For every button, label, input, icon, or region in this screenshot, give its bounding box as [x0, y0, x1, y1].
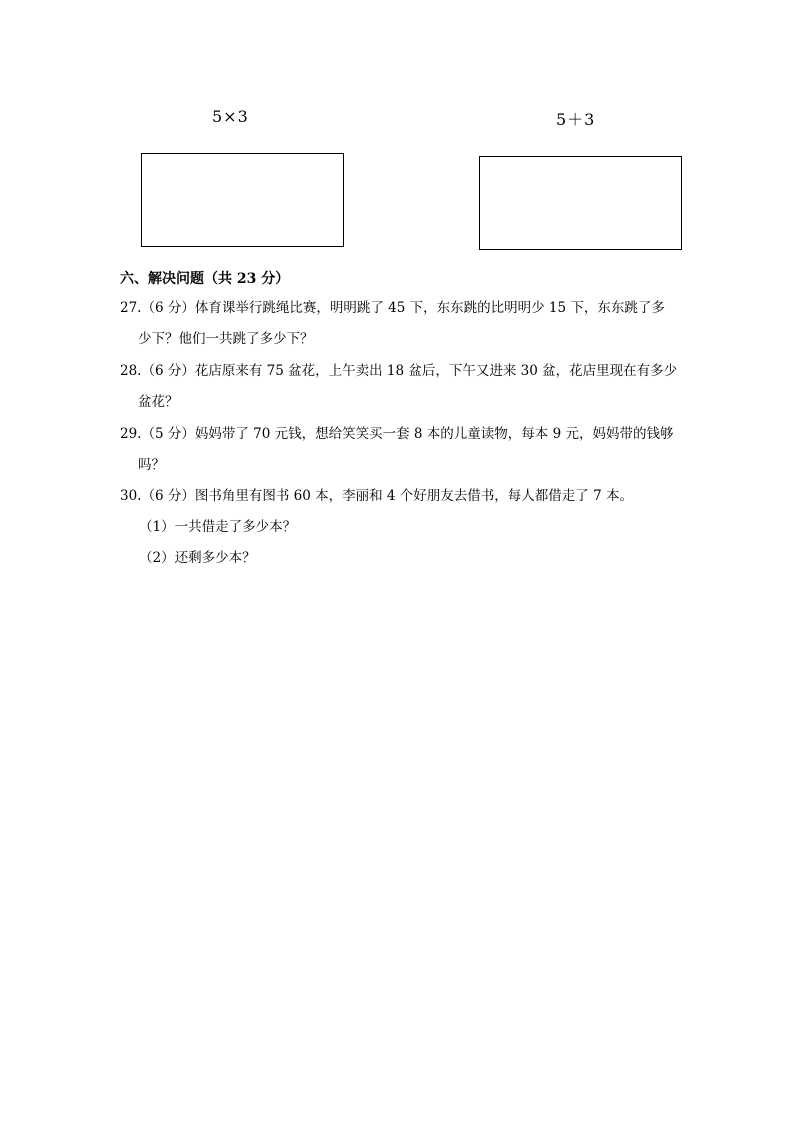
expression-right: 5＋3	[556, 110, 596, 129]
question-28-line-1: 28.（6 分）花店原来有 75 盆花，上午卖出 18 盆后，下午又进来 30 盆，花店里现在有多少	[120, 363, 678, 379]
question-30-line-1: 30.（6 分）图书角里有图书 60 本，李丽和 4 个好朋友去借书，每人都借走了 7 本。	[120, 488, 633, 504]
question-30-sub-2: （2）还剩多少本？	[139, 550, 256, 566]
question-29-line-1: 29.（5 分）妈妈带了 70 元钱，想给笑笑买一套 8 本的儿童读物，每本 9 元，妈妈带的钱够	[120, 426, 674, 442]
section-heading: 六、解决问题（共 23 分）	[120, 271, 290, 287]
question-27-line-1: 27.（6 分）体育课举行跳绳比赛，明明跳了 45 下，东东跳的比明明少 15 下，东东跳了多	[120, 300, 665, 316]
question-30-sub-1: （1）一共借走了多少本？	[139, 519, 297, 535]
question-28-line-2: 盆花？	[138, 394, 179, 410]
question-29-line-2: 吗？	[138, 457, 165, 473]
expression-left: 5×3	[212, 107, 249, 126]
answer-box-right	[479, 156, 682, 250]
answer-box-left	[141, 153, 344, 247]
question-27-line-2: 少下？他们一共跳了多少下？	[138, 331, 314, 347]
